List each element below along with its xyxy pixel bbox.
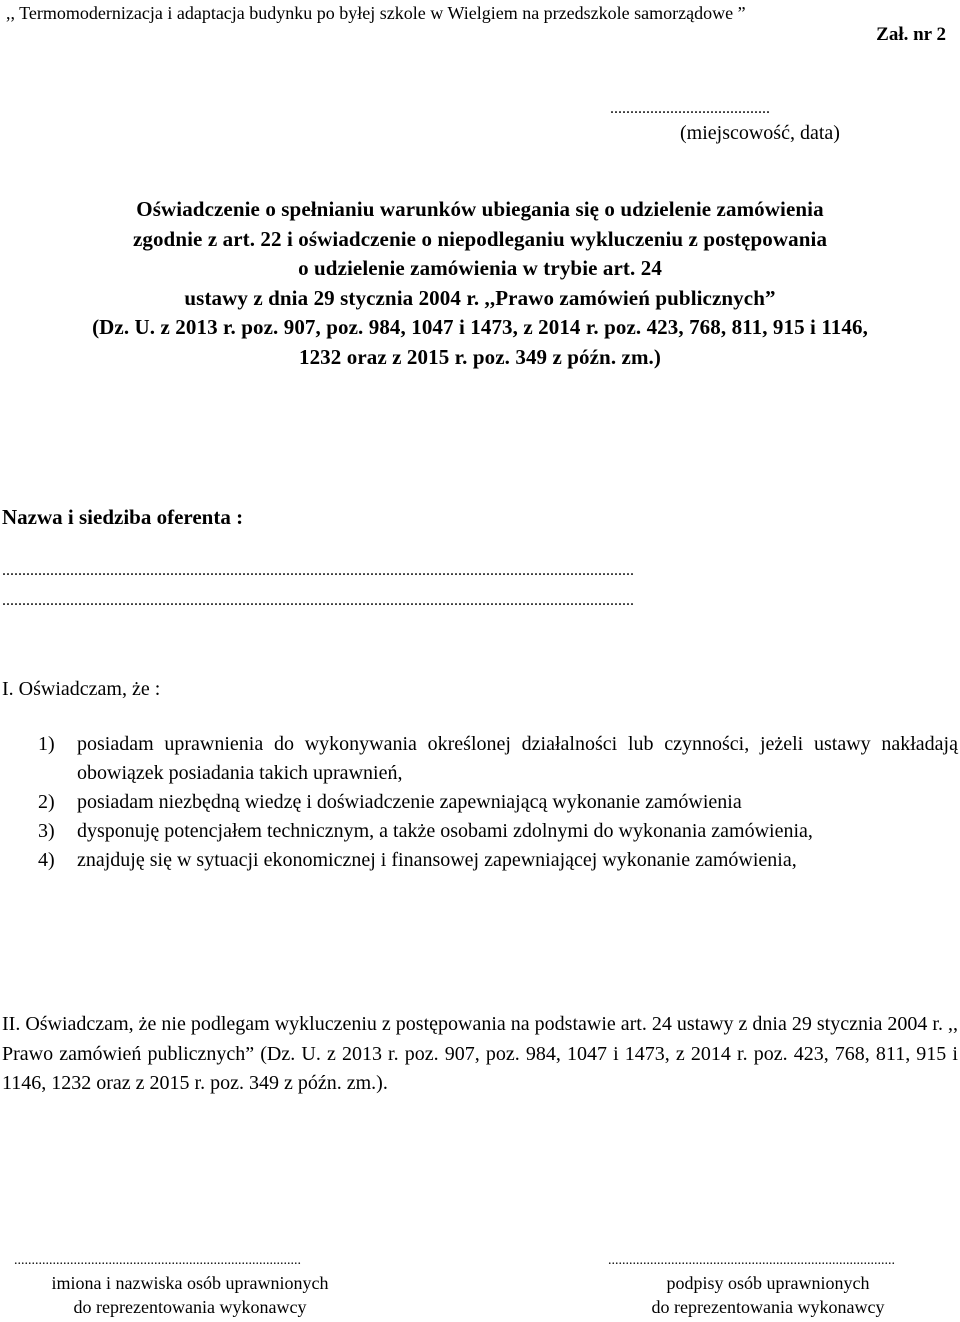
title-line: (Dz. U. z 2013 r. poz. 907, poz. 984, 1047 i 1473, z 2014 r. poz. 423, 768, 811, 915 i 1146,: [92, 315, 868, 339]
signature-caption: podpisy osób uprawnionych: [666, 1273, 870, 1293]
declaration-list: [38, 730, 958, 875]
list-item-number: 2): [38, 791, 55, 813]
list-item: [38, 730, 958, 788]
signature-dots-left: ..................................................................................: [14, 1253, 301, 1268]
list-item: [38, 788, 958, 817]
title-line: o udzielenie zamówienia w trybie art. 24: [298, 256, 662, 280]
title-line: zgodnie z art. 22 i oświadczenie o niepodleganiu wykluczeniu z postępowania: [132, 226, 828, 251]
title-line: Oświadczenie o spełnianiu warunków ubiegania się o udzielenie zamówienia: [136, 197, 824, 221]
place-date-label: (miejscowość, data): [680, 122, 840, 144]
signature-caption: do reprezentowania wykonawcy: [73, 1297, 307, 1317]
signature-caption: imiona i nazwiska osób uprawnionych: [51, 1273, 329, 1293]
signature-block-names: [10, 1271, 370, 1319]
list-item: [38, 846, 958, 875]
signature-dots-right: ..................................................................................: [608, 1253, 895, 1268]
title-line: 1232 oraz z 2015 r. poz. 349 z późn. zm.): [298, 344, 661, 369]
list-item-number: 3): [38, 820, 55, 842]
list-item: [38, 817, 958, 846]
section-2-statement: II. Oświadczam, że nie podlegam wykluczeniu z postępowania na podstawie art. 24 ustawy z dnia 29 stycznia 2004 r. ,, Prawo zamówień publicznych” (Dz. U. z 2013 r. poz. 907, poz. 984, 1047 i 1473, z 2014 r. poz. 423, 768, 811, 915 i 1146, 1232 oraz z 2015 r. poz. 349 z późn. zm.).: [2, 1013, 958, 1094]
signature-caption: do reprezentowania wykonawcy: [651, 1297, 885, 1317]
list-item-text: znajduję się w sytuacji ekonomicznej i finansowej zapewniającej wykonanie zamówienia,: [77, 849, 797, 871]
attachment-number: Zał. nr 2: [876, 24, 946, 45]
place-date-dots: ........................................: [610, 100, 770, 117]
list-item-text: posiadam uprawnienia do wykonywania określonej działalności lub czynności, jeżeli ustawy nakładają obowiązek posiadania takich uprawnień,: [77, 733, 958, 784]
list-item-text: dysponuję potencjałem technicznym, a także osobami zdolnymi do wykonania zamówienia,: [77, 820, 813, 842]
bidder-name-label: Nazwa i siedziba oferenta :: [2, 505, 244, 529]
document-title: [40, 195, 920, 372]
section-1-heading: I. Oświadczam, że :: [2, 678, 161, 700]
list-item-number: 1): [38, 733, 55, 755]
list-item-text: posiadam niezbędną wiedzę i doświadczenie zapewniającą wykonanie zamówienia: [77, 791, 742, 813]
title-line: ustawy z dnia 29 stycznia 2004 r. ,,Prawo zamówień publicznych”: [184, 285, 776, 310]
list-item-number: 4): [38, 849, 55, 871]
signature-block-signatures: [588, 1271, 948, 1319]
bidder-fill-line-2: ..............................................................................................................................................................: [2, 592, 634, 609]
bidder-fill-line-1: ..............................................................................................................................................................: [2, 562, 634, 579]
project-title-header: ,, Termomodernizacja i adaptacja budynku po byłej szkole w Wielgiem na przedszkole samorządowe ”: [6, 3, 746, 23]
